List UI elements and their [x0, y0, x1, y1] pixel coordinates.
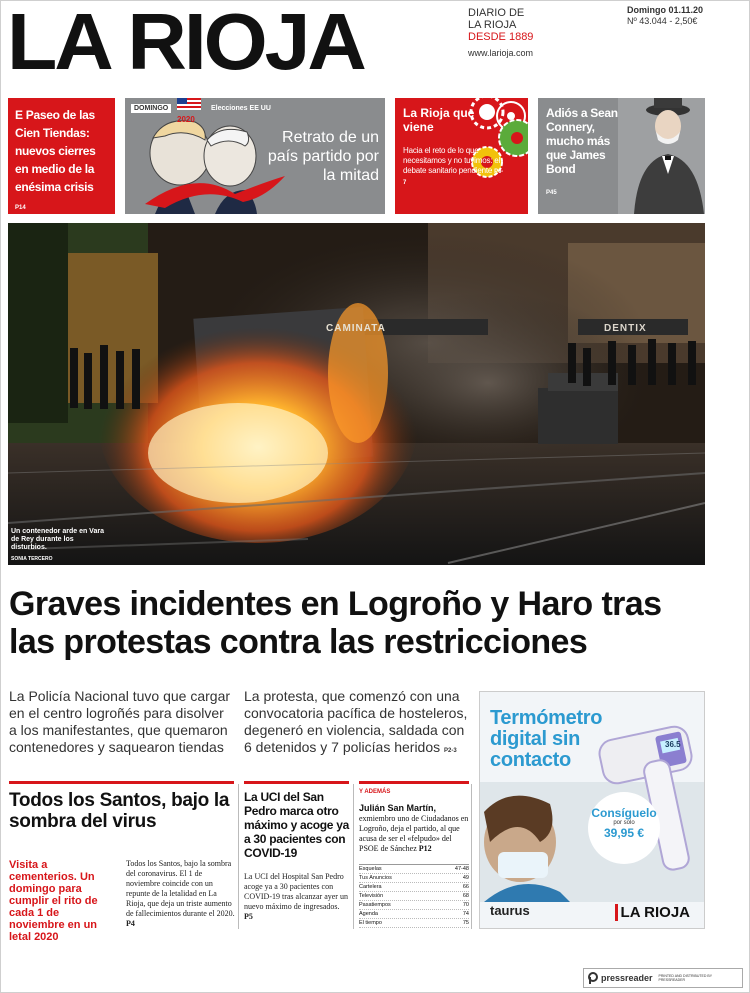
kicker-text: Un domingo para cumplir el rito de cada 1 de noviembre en un letal 2020	[9, 871, 98, 943]
teaser-headline: La Rioja que viene	[403, 106, 475, 134]
lede-left: La Policía Nacional tuvo que cargar en el centro logroñés para disolver a los manifestantes, que quemaron contenedores y saquearon tiendas	[9, 688, 231, 755]
kicker-red: Visita a cementerios.	[9, 859, 77, 883]
toc-label: Tus Anuncios	[359, 875, 392, 881]
teaser-subhead	[403, 146, 503, 188]
lede-right-text: La protesta, que comenzó con una convocatoria pacífica de hosteleros, degeneró en violencia, saldada con 6 detenidos y 7 policías heridos	[244, 688, 468, 755]
us-flag-icon	[177, 98, 201, 110]
thermometer-ad[interactable]	[479, 691, 705, 929]
thermometer-display: 36.5	[665, 740, 681, 749]
story-todos-los-santos[interactable]	[9, 781, 235, 943]
teaser-headline: E Paseo de las Cien Tiendas: nuevos cierres en medio de la enésima crisis	[15, 108, 96, 194]
photo-credit: SONIA TERCERO	[11, 556, 53, 562]
election-year: 2020	[177, 115, 195, 124]
ad-headline: Termómetro digital sin contacto	[490, 707, 603, 771]
teaser-elecciones[interactable]	[125, 98, 385, 214]
since-line-2: LA RIOJA	[468, 19, 517, 31]
domingo-tag: DOMINGO	[131, 104, 171, 113]
table-of-contents	[359, 864, 469, 928]
toc-label: Cartelera	[359, 884, 382, 890]
toc-page: 70	[462, 902, 469, 908]
toc-label: Esquelas	[359, 866, 382, 872]
toc-row[interactable]	[359, 901, 469, 910]
section-label: Elecciones EE UU	[211, 105, 271, 112]
teaser-sean-connery[interactable]	[538, 98, 705, 214]
pressreader-notice: PRINTED AND DISTRIBUTED BY PRESSREADER	[658, 974, 712, 982]
ad-price: 39,95 €	[603, 826, 645, 840]
toc-page: 68	[462, 893, 469, 899]
story-description: exmiembro uno de Ciudadanos en Logroño, deja el partido, al que acusa de ser el «felpudo» del PSOE de Sánchez	[359, 814, 469, 853]
website-link[interactable]: www.larioja.com	[468, 48, 534, 58]
toc-row[interactable]	[359, 910, 469, 919]
teaser-la-rioja-que-viene[interactable]	[395, 98, 528, 214]
toc-label: Agenda	[359, 911, 378, 917]
toc-row[interactable]	[359, 874, 469, 883]
story-y-ademas[interactable]	[359, 781, 469, 928]
pressreader-icon	[588, 972, 598, 984]
story-text	[359, 803, 469, 854]
toc-label: Pasatiempos	[359, 902, 391, 908]
la-rioja-logo: LA RIOJA	[615, 904, 690, 921]
teaser-headline: Retrato de un país partido por la mitad	[267, 129, 379, 184]
toc-row[interactable]	[359, 865, 469, 874]
riot-fire-photo	[8, 223, 705, 565]
toc-page: 75	[462, 920, 469, 926]
since-line-1: DIARIO DE	[468, 7, 525, 19]
teaser-page: P45	[546, 190, 557, 196]
photo-caption: Un contenedor arde en Vara de Rey durante los disturbios.	[11, 528, 104, 551]
shop-sign-caminata: CAMINATA	[326, 323, 386, 334]
masthead-logo: LA RIOJA	[7, 0, 364, 86]
since-line-3: DESDE 1889	[468, 31, 534, 43]
main-headline[interactable]: Graves incidentes en Logroño y Haro tras las protestas contra las restricciones	[9, 585, 662, 661]
toc-page: 66	[462, 884, 469, 890]
pressreader-badge[interactable]	[583, 968, 743, 988]
pressreader-name: pressreader	[601, 973, 653, 983]
lede-right	[244, 688, 469, 760]
story-uci-san-pedro[interactable]	[244, 781, 349, 922]
masthead-since	[468, 7, 533, 43]
toc-row[interactable]	[359, 892, 469, 901]
toc-page: 47-48	[454, 866, 469, 872]
story-headline: Todos los Santos, bajo la sombra del virus	[9, 790, 230, 832]
teaser-headline: Adiós a Sean Connery, mucho más que James Bond	[546, 106, 618, 176]
ad-price-bubble[interactable]	[588, 792, 660, 864]
story-body	[126, 859, 236, 929]
story-name: Julián San Martín,	[359, 803, 437, 813]
column-divider	[471, 784, 472, 929]
issue-date: Domingo 01.11.20	[627, 5, 704, 15]
toc-row[interactable]	[359, 919, 469, 928]
story-page: P5	[244, 912, 253, 921]
story-tag: Y ADEMÁS	[359, 789, 391, 795]
column-divider	[353, 784, 354, 929]
teaser-subhead-text: Hacia el reto de lo que necesitamos y no tuvimos: el debate sanitario pendiente	[403, 146, 501, 175]
toc-page: 74	[462, 911, 469, 917]
story-body-text: La UCI del Hospital San Pedro acoge ya a 30 pacientes con COVID-19 tras alcanzar ayer un nuevo máximo de ingresados.	[244, 872, 348, 911]
issue-number: Nº 43.044 - 2,50€	[627, 16, 698, 26]
toc-page: 49	[462, 875, 469, 881]
elecciones-logo	[177, 98, 207, 124]
taurus-logo: taurus	[490, 903, 530, 918]
story-page: P4	[126, 919, 135, 928]
story-page: P12	[418, 844, 432, 853]
issue-info	[627, 5, 703, 27]
main-photo	[8, 223, 705, 565]
column-divider	[238, 784, 239, 929]
story-body	[244, 872, 349, 922]
teaser-page: P14	[15, 205, 26, 211]
story-headline: La UCI del San Pedro marca otro máximo y acoge ya a 30 pacientes con COVID-19	[244, 790, 349, 860]
teaser-paseo[interactable]	[8, 98, 115, 214]
story-kicker	[9, 859, 117, 943]
lede-page: P2-3	[444, 748, 457, 754]
ad-price-label: por solo	[613, 820, 635, 826]
story-body-text: Todos los Santos, bajo la sombra del coronavirus. El 1 de noviembre coincide con un repunte de la letalidad en La Rioja, que deja un triste aumento de fallecimientos durante el 2020.	[126, 859, 235, 918]
shop-sign-dentix: DENTIX	[604, 323, 647, 334]
teaser-page: P6-7	[403, 169, 503, 186]
toc-label: Televisión	[359, 893, 384, 899]
ad-cta: Consíguelo	[591, 806, 657, 820]
toc-label: El tiempo	[359, 920, 382, 926]
toc-row[interactable]	[359, 883, 469, 892]
